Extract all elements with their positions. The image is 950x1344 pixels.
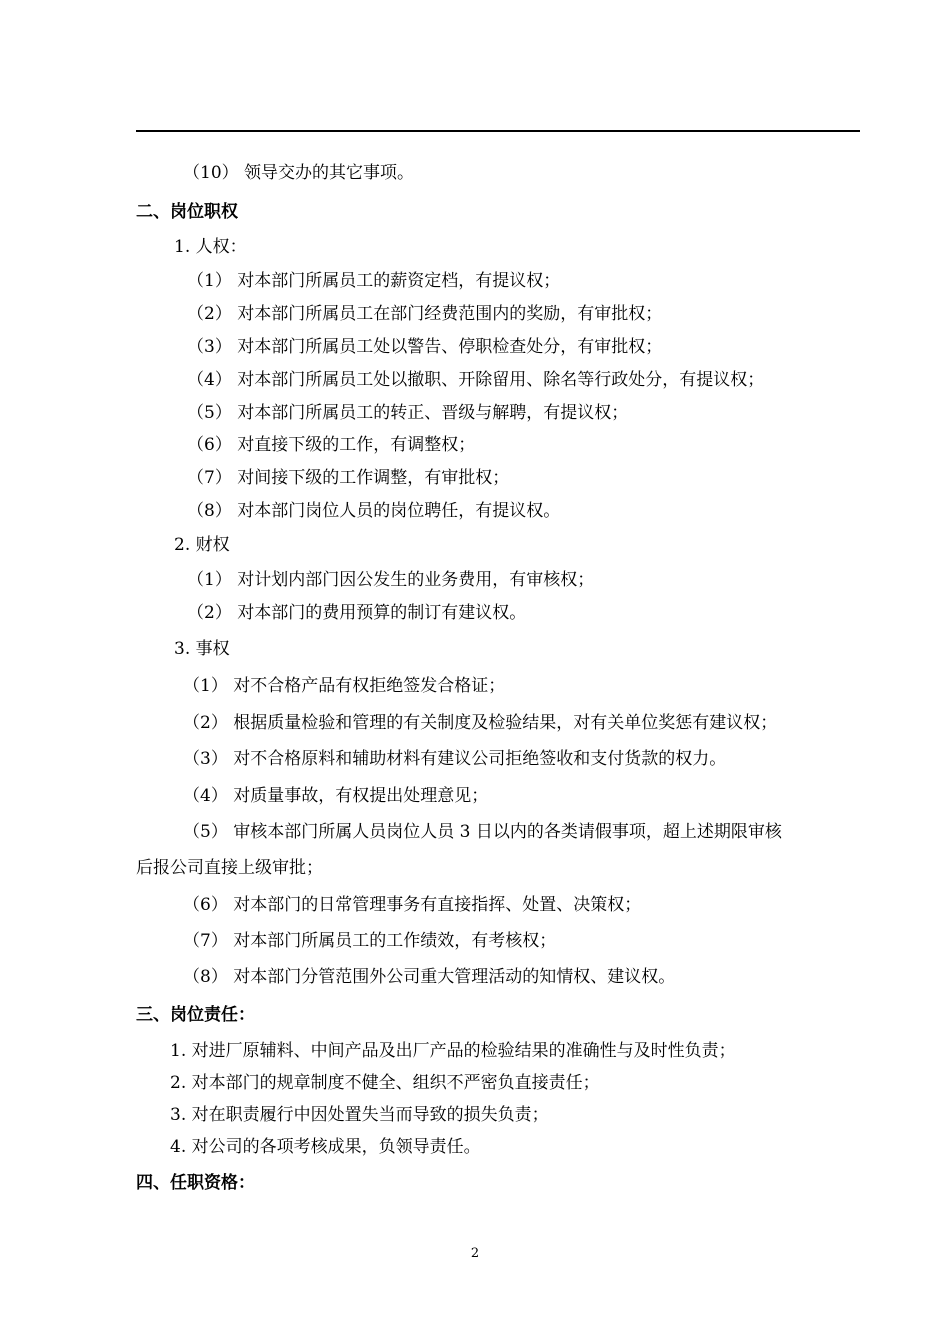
personnel-right-8: （8） 对本部门岗位人员的岗位聘任，有提议权。 (187, 501, 561, 521)
personnel-right-5: （5） 对本部门所属员工的转正、晋级与解聘，有提议权； (187, 403, 629, 423)
personnel-right-4: （4） 对本部门所属员工处以撤职、开除留用、除名等行政处分，有提议权； (187, 370, 765, 390)
affairs-right-4: （4） 对质量事故，有权提出处理意见； (183, 786, 489, 806)
personnel-right-6: （6） 对直接下级的工作，有调整权； (187, 435, 476, 455)
affairs-right-1: （1） 对不合格产品有权拒绝签发合格证； (183, 676, 506, 696)
responsibility-4: 4. 对公司的各项考核成果，负领导责任。 (170, 1137, 481, 1157)
affairs-right-8: （8） 对本部门分管范围外公司重大管理活动的知情权、建议权。 (183, 967, 676, 987)
section-heading-3: 三、岗位责任： (136, 1005, 255, 1025)
financial-right-1: （1） 对计划内部门因公发生的业务费用，有审核权； (187, 570, 595, 590)
personnel-right-7: （7） 对间接下级的工作调整，有审批权； (187, 468, 510, 488)
financial-right-2: （2） 对本部门的费用预算的制订有建议权。 (187, 603, 527, 623)
header-rule (136, 130, 860, 132)
affairs-right-5: （5） 审核本部门所属人员岗位人员 3 日以内的各类请假事项，超上述期限审核 (183, 822, 782, 842)
affairs-right-5-continued: 后报公司直接上级审批； (136, 858, 323, 878)
affairs-right-7: （7） 对本部门所属员工的工作绩效，有考核权； (183, 931, 557, 951)
section-heading-4: 四、任职资格： (136, 1173, 255, 1193)
responsibility-1: 1. 对进厂原辅料、中间产品及出厂产品的检验结果的准确性与及时性负责； (170, 1041, 736, 1061)
personnel-right-1: （1） 对本部门所属员工的薪资定档，有提议权； (187, 271, 561, 291)
responsibility-3: 3. 对在职责履行中因处置失当而导致的损失负责； (170, 1105, 549, 1125)
subsection-personnel-rights: 1. 人权： (174, 237, 247, 257)
affairs-right-6: （6） 对本部门的日常管理事务有直接指挥、处置、决策权； (183, 895, 642, 915)
page-number: 2 (470, 1246, 480, 1261)
duty-item-10: （10） 领导交办的其它事项。 (183, 163, 415, 183)
personnel-right-3: （3） 对本部门所属员工处以警告、停职检查处分，有审批权； (187, 337, 663, 357)
personnel-right-2: （2） 对本部门所属员工在部门经费范围内的奖励，有审批权； (187, 304, 663, 324)
affairs-right-2: （2） 根据质量检验和管理的有关制度及检验结果，对有关单位奖惩有建议权； (183, 713, 778, 733)
section-heading-2: 二、岗位职权 (136, 202, 238, 222)
subsection-financial-rights: 2. 财权 (174, 535, 230, 555)
responsibility-2: 2. 对本部门的规章制度不健全、组织不严密负直接责任； (170, 1073, 600, 1093)
affairs-right-3: （3） 对不合格原料和辅助材料有建议公司拒绝签收和支付货款的权力。 (183, 749, 727, 769)
subsection-affairs-rights: 3. 事权 (174, 639, 230, 659)
